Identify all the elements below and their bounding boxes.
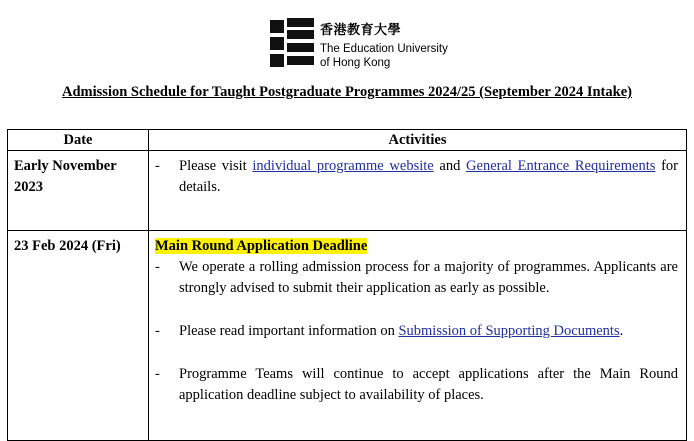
text-segment: for details.	[179, 158, 678, 195]
table-row	[8, 151, 687, 231]
submission-of-supporting-documents-link[interactable]: Submission of Supporting Documents	[398, 323, 620, 339]
logo-chinese-name: 香港教育大學	[320, 23, 402, 38]
date-cell: Early November 2023	[8, 151, 149, 231]
eduhk-logo	[270, 16, 448, 72]
text-segment: Please read important information on	[179, 323, 399, 339]
bullet-dash: -	[155, 366, 160, 382]
date-cell: 23 Feb 2024 (Fri)	[8, 231, 149, 441]
table-header-row	[8, 130, 687, 151]
logo-english-line1: The Education University	[320, 43, 448, 55]
bullet-dash: -	[155, 323, 160, 339]
spacer	[155, 342, 678, 364]
text-segment: and	[433, 158, 467, 174]
list-item	[155, 156, 678, 198]
column-header-date: Date	[8, 130, 149, 151]
logo-english-line2: of Hong Kong	[320, 57, 391, 69]
individual-programme-website-link[interactable]: individual programme website	[252, 158, 434, 174]
activities-cell	[149, 231, 687, 441]
deadline-heading-wrap	[155, 236, 678, 257]
bullet-text	[179, 321, 678, 342]
list-item	[155, 364, 678, 406]
admission-schedule-table	[7, 129, 687, 441]
table-row	[8, 231, 687, 441]
spacer	[155, 299, 678, 321]
list-item	[155, 257, 678, 299]
main-round-deadline-heading: Main Round Application Deadline	[155, 238, 368, 254]
column-header-activities: Activities	[149, 130, 687, 151]
general-entrance-requirements-link[interactable]: General Entrance Requirements	[466, 158, 656, 174]
bullet-dash: -	[155, 158, 160, 174]
list-item	[155, 321, 678, 342]
text-segment: Please visit	[179, 158, 253, 174]
bullet-text: Programme Teams will continue to accept applications after the Main Round application deadline subject to availability of places.	[179, 366, 678, 403]
activities-cell	[149, 151, 687, 231]
bullet-dash: -	[155, 259, 160, 275]
bullet-text: We operate a rolling admission process for a majority of programmes. Applicants are strongly advised to submit their application as early as possible.	[179, 259, 678, 296]
text-segment: .	[619, 323, 624, 339]
bullet-text	[179, 156, 678, 198]
eduhk-emblem-icon	[270, 18, 314, 68]
page-title: Admission Schedule for Taught Postgraduate Programmes 2024/25 (September 2024 Intake)	[62, 84, 632, 100]
